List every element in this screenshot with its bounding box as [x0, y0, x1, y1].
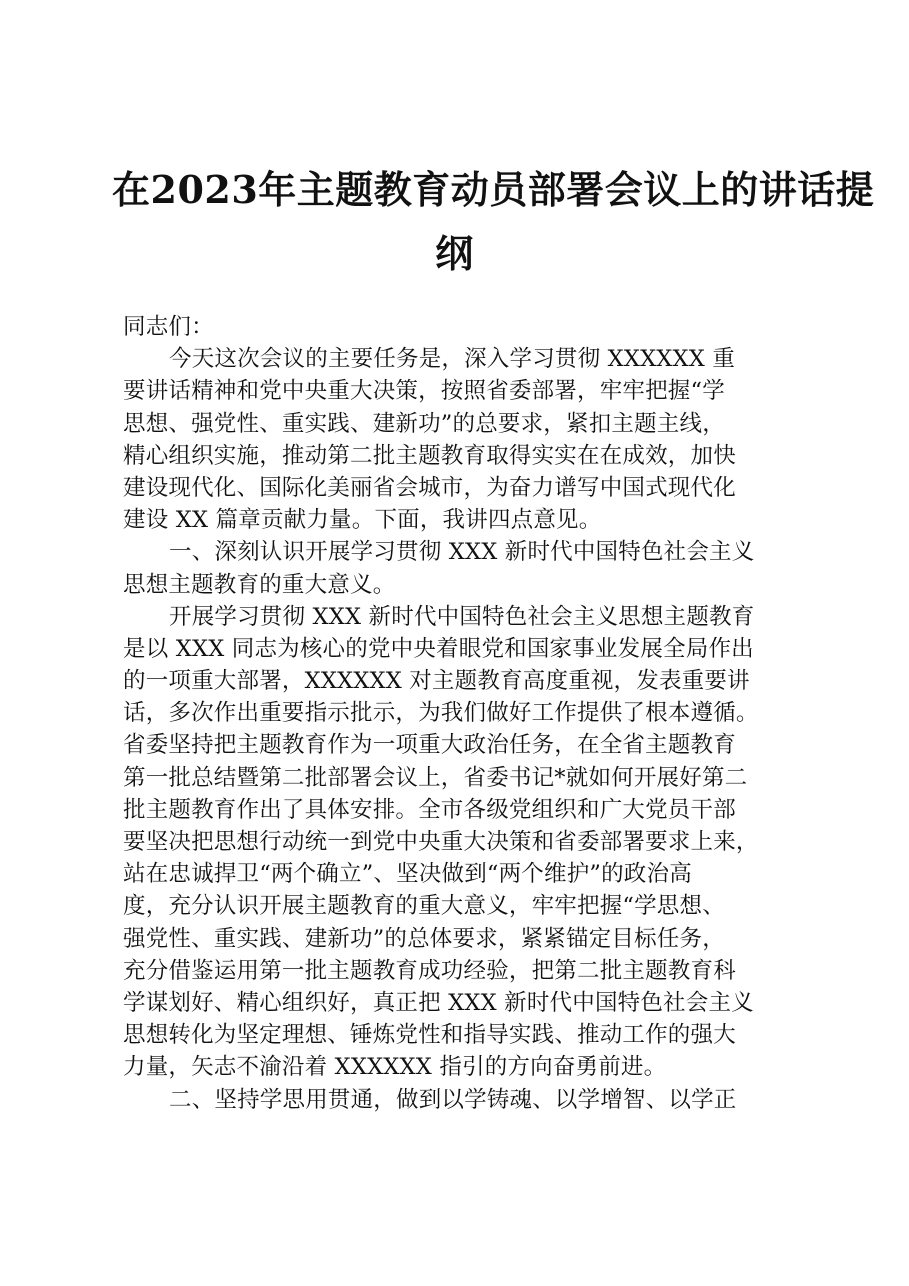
paragraph-2-line: 第一批总结暨第二批部署会议上，省委书记*就如何开展好第二 [123, 764, 748, 791]
title-line-2: 纲 [435, 231, 474, 276]
title-line-1: 在2023年主题教育动员部署会议上的讲话提 [112, 167, 875, 212]
section-heading-1-line: 思想主题教育的重大意义。 [123, 571, 396, 598]
paragraph-2-line: 是以 XXX 同志为核心的党中央着眼党和国家事业发展全局作出 [123, 635, 754, 662]
paragraph-2-line: 充分借鉴运用第一批主题教育成功经验，把第二批主题教育科 [123, 957, 736, 984]
paragraph-2-line: 思想转化为坚定理想、锤炼党性和指导实践、推动工作的强大 [123, 1022, 736, 1049]
greeting: 同志们： [123, 314, 214, 340]
section-heading-2-line: 二、坚持学思用贯通，做到以学铸魂、以学增智、以学正 [169, 1086, 737, 1113]
document-body [123, 311, 798, 1116]
paragraph-2-line: 要坚决把思想行动统一到党中央重大决策和省委部署要求上来， [123, 829, 759, 855]
paragraph-2-line: 学谋划好、精心组织好，真正把 XXX 新时代中国特色社会主义 [123, 989, 754, 1016]
paragraph-2-line: 站在忠诚捍卫“两个确立”、坚决做到“两个维护”的政治高 [123, 861, 692, 888]
paragraph-2-line: 省委坚持把主题教育作为一项重大政治任务，在全省主题教育 [123, 732, 736, 759]
paragraph-1-line: 思想、强党性、重实践、建新功”的总要求，紧扣主题主线， [123, 410, 725, 437]
paragraph-2-line: 力量，矢志不渝沿着 XXXXXX 指引的方向奋勇前进。 [123, 1054, 667, 1081]
paragraph-2-line: 的一项重大部署，XXXXXX 对主题教育高度重视，发表重要讲 [123, 668, 750, 695]
document-title [112, 158, 875, 286]
section-heading-1-line: 一、深刻认识开展学习贯彻 XXX 新时代中国特色社会主义 [169, 539, 755, 566]
paragraph-2-line: 话，多次作出重要指示批示，为我们做好工作提供了根本遵循。 [123, 700, 759, 727]
paragraph-2-line: 批主题教育作出了具体安排。全市各级党组织和广大党员干部 [123, 796, 736, 823]
paragraph-1-line: 精心组织实施，推动第二批主题教育取得实实在在成效，加快 [123, 442, 736, 469]
paragraph-2-line: 强党性、重实践、建新功”的总体要求，紧紧锚定目标任务， [123, 925, 725, 952]
paragraph-1-line: 建设现代化、国际化美丽省会城市，为奋力谱写中国式现代化 [123, 474, 736, 501]
paragraph-1-line: 今天这次会议的主要任务是，深入学习贯彻 XXXXXX 重 [169, 346, 736, 373]
paragraph-1-line: 建设 XX 篇章贡献力量。下面，我讲四点意见。 [123, 507, 602, 534]
paragraph-2-line: 度，充分认识开展主题教育的重大意义，牢牢把握“学思想、 [123, 893, 725, 920]
paragraph-2-line: 开展学习贯彻 XXX 新时代中国特色社会主义思想主题教育 [169, 603, 755, 630]
paragraph-1-line: 要讲话精神和党中央重大决策，按照省委部署，牢牢把握“学 [123, 378, 725, 405]
